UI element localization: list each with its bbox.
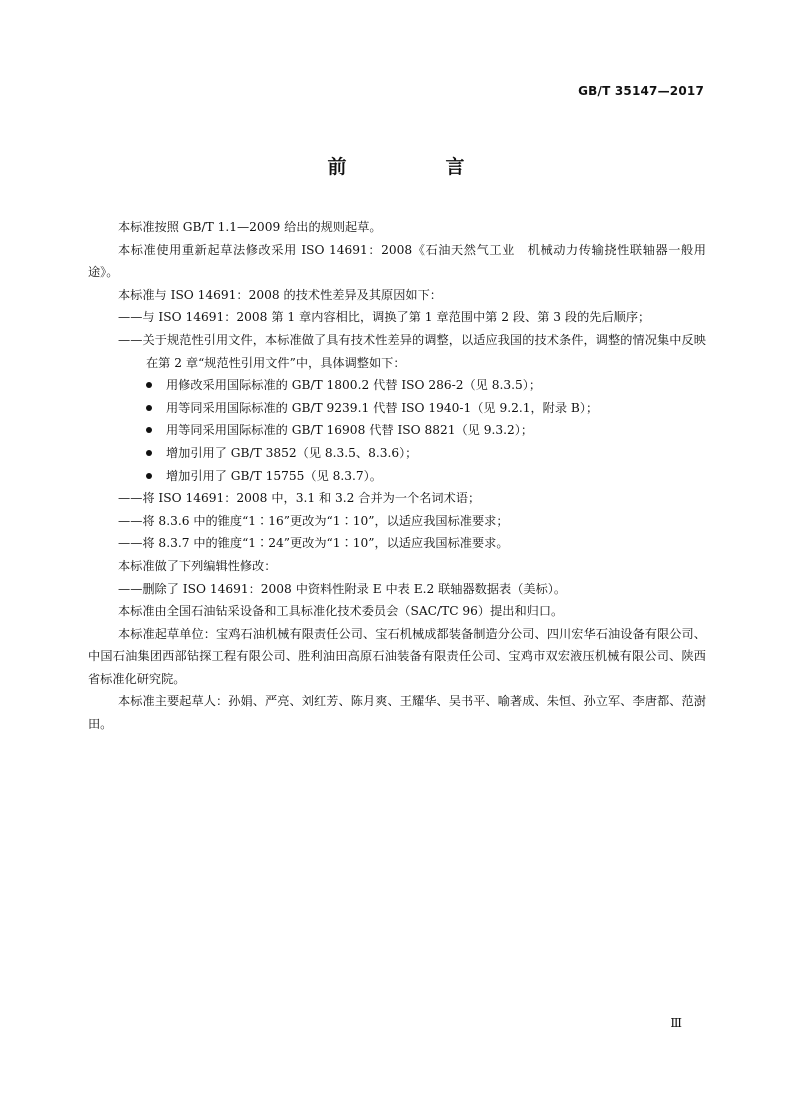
bullet-text: 用等同采用国际标准的 GB/T 9239.1 代替 ISO 1940-1（见 9.2.1，附录 B）； bbox=[166, 400, 599, 415]
paragraph: 本标准由全国石油钻采设备和工具标准化技术委员会（SAC/TC 96）提出和归口。 bbox=[118, 604, 564, 619]
page-number: Ⅲ bbox=[670, 1016, 682, 1030]
bullet-item bbox=[88, 397, 706, 420]
dash-item: ——删除了 ISO 14691：2008 中资料性附录 E 中表 E.2 联轴器数据表（美标）。 bbox=[118, 581, 567, 596]
dash-item: ——将 8.3.7 中的锥度“1∶24”更改为“1∶10”，以适应我国标准要求。 bbox=[118, 536, 509, 551]
paragraph: 本标准起草单位：宝鸡石油机械有限责任公司、宝石机械成都装备制造分公司、四川宏华石油设备有限公司、中国石油集团西部钻探工程有限公司、胜利油田高原石油装备有限责任公司、宝鸡市双宏液压机械有限公司、陕西省标准化研究院。 bbox=[88, 626, 706, 686]
standard-code: GB/T 35147—2017 bbox=[578, 84, 704, 98]
bullet-item bbox=[88, 374, 706, 397]
bullet-item bbox=[88, 419, 706, 442]
paragraph: 本标准主要起草人：孙娟、严亮、刘红芳、陈月爽、王耀华、吴书平、喻著成、朱恒、孙立军、李唐都、范澍田。 bbox=[88, 694, 706, 732]
paragraph: 本标准按照 GB/T 1.1—2009 给出的规则起草。 bbox=[118, 220, 382, 234]
paragraph: 本标准使用重新起草法修改采用 ISO 14691：2008《石油天然气工业 机械动力传输挠性联轴器一般用途》。 bbox=[88, 242, 706, 280]
bullet-item bbox=[88, 442, 706, 465]
paragraph: 本标准与 ISO 14691：2008 的技术性差异及其原因如下： bbox=[118, 287, 442, 302]
bullet-dot-icon bbox=[146, 427, 152, 433]
bullet-text: 增加引用了 GB/T 15755（见 8.3.7）。 bbox=[166, 468, 382, 483]
bullet-dot-icon bbox=[146, 405, 152, 411]
bullet-item bbox=[88, 465, 706, 488]
dash-item: ——将 8.3.6 中的锥度“1∶16”更改为“1∶10”，以适应我国标准要求； bbox=[118, 513, 509, 528]
foreword-body bbox=[88, 216, 706, 736]
dash-item: ——关于规范性引用文件，本标准做了具有技术性差异的调整，以适应我国的技术条件，调整的情况集中反映在第 2 章“规范性引用文件”中，具体调整如下： bbox=[118, 332, 706, 370]
bullet-text: 用等同采用国际标准的 GB/T 16908 代替 ISO 8821（见 9.3.2）； bbox=[166, 423, 534, 438]
bullet-dot-icon bbox=[146, 473, 152, 479]
paragraph: 本标准做了下列编辑性修改： bbox=[118, 558, 277, 573]
page-title: 前 言 bbox=[327, 156, 505, 178]
dash-item: ——与 ISO 14691：2008 第 1 章内容相比，调换了第 1 章范围中第 2 段、第 3 段的先后顺序； bbox=[118, 310, 651, 325]
bullet-dot-icon bbox=[146, 382, 152, 388]
bullet-text: 用修改采用国际标准的 GB/T 1800.2 代替 ISO 286-2（见 8.3.5）； bbox=[166, 378, 542, 393]
bullet-text: 增加引用了 GB/T 3852（见 8.3.5、8.3.6）； bbox=[166, 445, 418, 460]
bullet-dot-icon bbox=[146, 450, 152, 456]
dash-item: ——将 ISO 14691：2008 中，3.1 和 3.2 合并为一个名词术语； bbox=[118, 491, 481, 506]
